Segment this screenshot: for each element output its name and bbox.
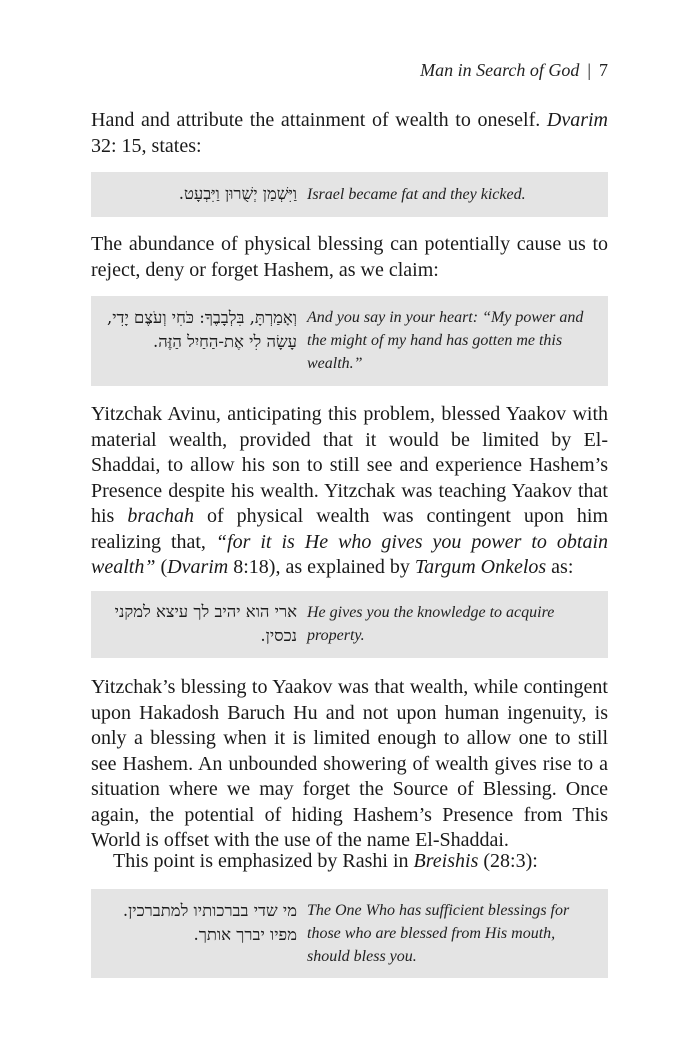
quote-box-1 [91,172,608,217]
paragraph-text: Yitzchak Avinu, anticipating this problem, blessed Yaakov with material wealth, provided that it would be limited by El-Shaddai, to allow his son to still see and experience Hashem’s Presence despite his wealth. Yitzchak was teaching Yaakov that his [91,403,608,527]
paragraph-4: Yitzchak’s blessing to Yaakov was that wealth, while contingent upon Hakadosh Baruch Hu and not upon human ingenuity, is only a blessing when it is limited enough to allow one to still see Hashem. An unbounded showering of wealth gives rise to a situation where we may forget the Source of Blessing. Once again, the potential of hiding Hashem’s Presence from This World is offset with the use of the name El-Shaddai. [91,676,608,851]
paragraph-text: ( [155,556,168,578]
paragraph-2: The abundance of physical blessing can potentially cause us to reject, deny or forget Hashem, as we claim: [91,233,608,281]
page-number: 7 [599,60,608,80]
english-translation: Israel became fat and they kicked. [307,186,526,203]
paragraph-text: of physical wealth was contingent upon him realizing that, [91,505,608,553]
hebrew-quote: ארי הוא יהיב לך עיצא למקני נכסין. [114,602,297,645]
quote-box-3 [91,591,608,658]
book-reference: Targum Onkelos [414,556,547,578]
book-reference: Dvarim [167,556,229,578]
paragraph-text: (28:3): [478,850,538,872]
paragraph-3 [91,402,608,581]
hebrew-quote: וְאָמַרְתָּ, בִּלְבָבֶךָ: כֹּחִי וְעֹצֶם יָדִי, עָשָׂה לִי אֶת-הַחַיִל הַזֶּה. [106,308,297,351]
english-translation: The One Who has sufficient blessings for those who are blessed from His mouth, should bless you. [307,902,570,965]
term-brachah: brachah [127,505,194,527]
paragraph-text: as: [546,556,574,578]
book-reference: Dvarim [546,109,608,131]
hebrew-quote: מי שדי בברכותיו למתברכין. מפיו יברך אותך. [122,901,297,944]
english-translation: And you say in your heart: “My power and the might of my hand has gotten me this wealth.” [307,309,584,372]
paragraph-text: Hand and attribute the attainment of wealth to oneself. [91,109,547,131]
quote-box-2 [91,296,608,386]
book-reference: Breishis [413,850,479,872]
paragraph-text: This point is emphasized by Rashi in [113,850,414,872]
hebrew-quote: וַיִּשְׁמַן יְשֻׁרוּן וַיִּבְעָט. [178,184,297,203]
header-separator: | [587,60,591,80]
english-translation: He gives you the knowledge to acquire property. [307,604,555,644]
running-header-title: Man in Search of God [420,60,580,80]
running-header [420,60,608,81]
paragraph-text: 32: 15, states: [91,134,202,157]
quote-box-4 [91,889,608,978]
paragraph-1 [91,108,608,159]
paragraph-5 [91,849,608,875]
inline-quote: “for it is He who gives you power to obtain wealth” [91,530,608,578]
paragraph-text: 8:18), as explained by [228,556,415,578]
